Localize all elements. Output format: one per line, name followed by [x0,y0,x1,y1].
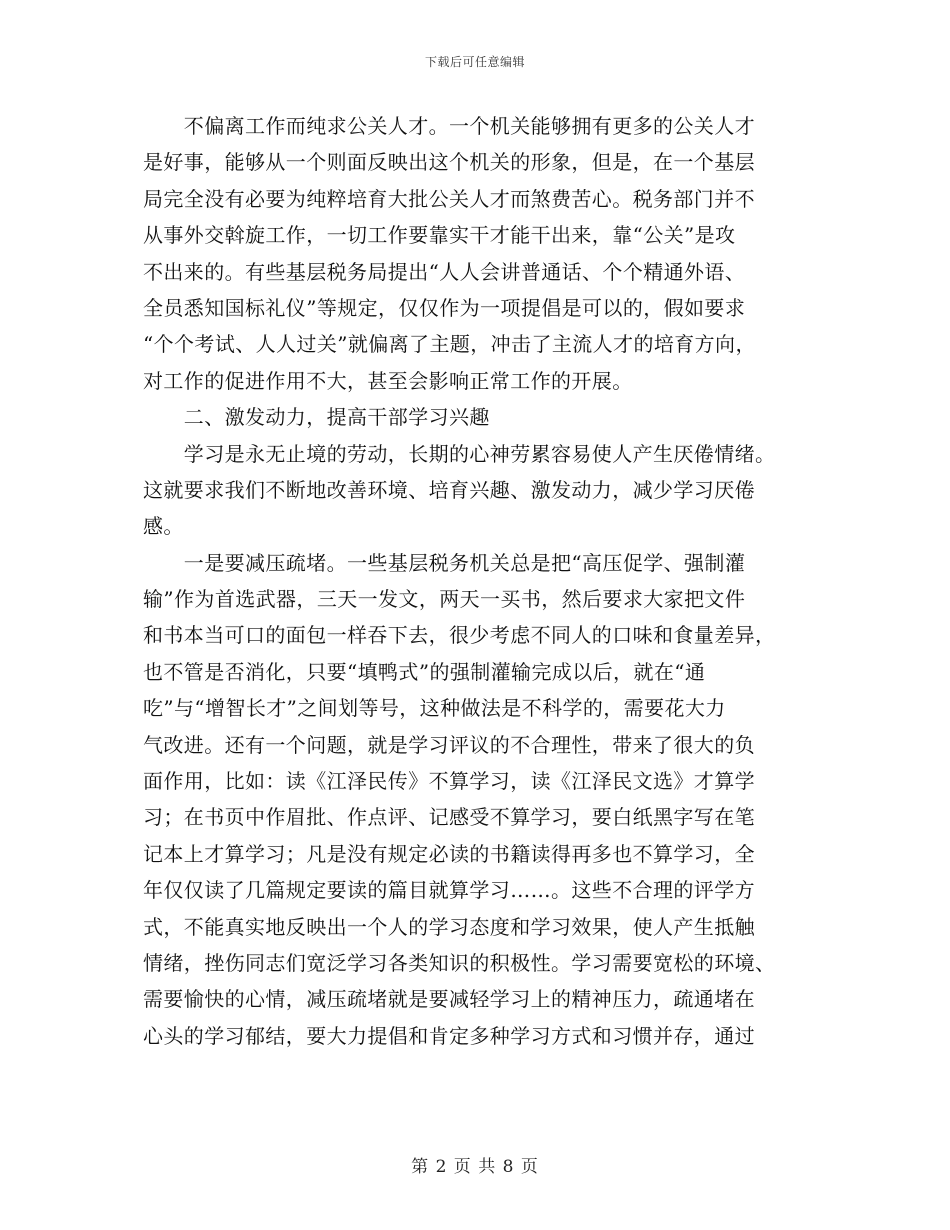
text-line: 局完全没有必要为纯粹培育大批公关人才而煞费苦心。税务部门并不 [143,186,755,211]
page-header: 下载后可任意编辑 [424,55,525,69]
text-line: 不出来的。有些基层税务局提出“人人会讲普通话、个个精通外语、 [143,259,746,284]
text-line: 吃”与“增智长才”之间划等号，这种做法是不科学的，需要花大力 [143,696,726,721]
body-text [143,108,813,1054]
text-line: 学习是永无止境的劳动，长期的心神劳累容易使人产生厌倦情绪。 [143,441,776,466]
text-line: 情绪，挫伤同志们宽泛学习各类知识的积极性。学习需要宽松的环境、 [143,950,776,975]
text-line: 从事外交斡旋工作，一切工作要靠实干才能干出来，靠“公关”是攻 [143,223,736,248]
text-line: 年仅仅读了几篇规定要读的篇目就算学习……。这些不合理的评学方 [143,878,755,903]
text-line: “个个考试、人人过关”就偏离了主题，冲击了主流人才的培育方向， [143,332,756,357]
text-line: 心头的学习郁结，要大力提倡和肯定多种学习方式和习惯并存，通过 [143,1023,755,1048]
text-line: 也不管是否消化，只要“填鸭式”的强制灌输完成以后，就在“通 [143,659,706,684]
text-line: 需要愉快的心情，减压疏堵就是要减轻学习上的精神压力，疏通堵在 [143,987,755,1012]
text-line: 习；在书页中作眉批、作点评、记感受不算学习，要白纸黑字写在笔 [143,805,755,830]
text-line: 对工作的促进作用不大，甚至会影响正常工作的开展。 [143,368,633,393]
text-line: 输”作为首选武器，三天一发文，两天一买书，然后要求大家把文件 [143,587,746,612]
text-line: 是好事，能够从一个则面反映出这个机关的形象，但是，在一个基层 [143,150,755,175]
text-line: 这就要求我们不断地改善环境、培育兴趣、激发动力，减少学习厌倦 [143,477,755,502]
text-line: 全员悉知国标礼仪”等规定，仅仅作为一项提倡是可以的，假如要求 [143,295,746,320]
text-line: 记本上才算学习；凡是没有规定必读的书籍读得再多也不算学习，全 [143,841,755,866]
text-line: 面作用，比如：读《江泽民传》不算学习，读《江泽民文选》才算学 [143,769,755,794]
text-line: 一是要减压疏堵。一些基层税务机关总是把“高压促学、强制灌 [143,550,746,575]
text-line: 式，不能真实地反映出一个人的学习态度和学习效果，使人产生抵触 [143,914,755,939]
text-line: 和书本当可口的面包一样吞下去，很少考虑不同人的口味和食量差异， [143,623,776,648]
text-line: 气改进。还有一个问题，就是学习评议的不合理性，带来了很大的负 [143,732,755,757]
section-heading: 二、激发动力，提高干部学习兴趣 [143,405,490,430]
text-line: 感。 [143,514,184,539]
page-footer: 第 2 页 共 8 页 [411,1157,539,1177]
text-line: 不偏离工作而纯求公关人才。一个机关能够拥有更多的公关人才 [143,114,755,138]
